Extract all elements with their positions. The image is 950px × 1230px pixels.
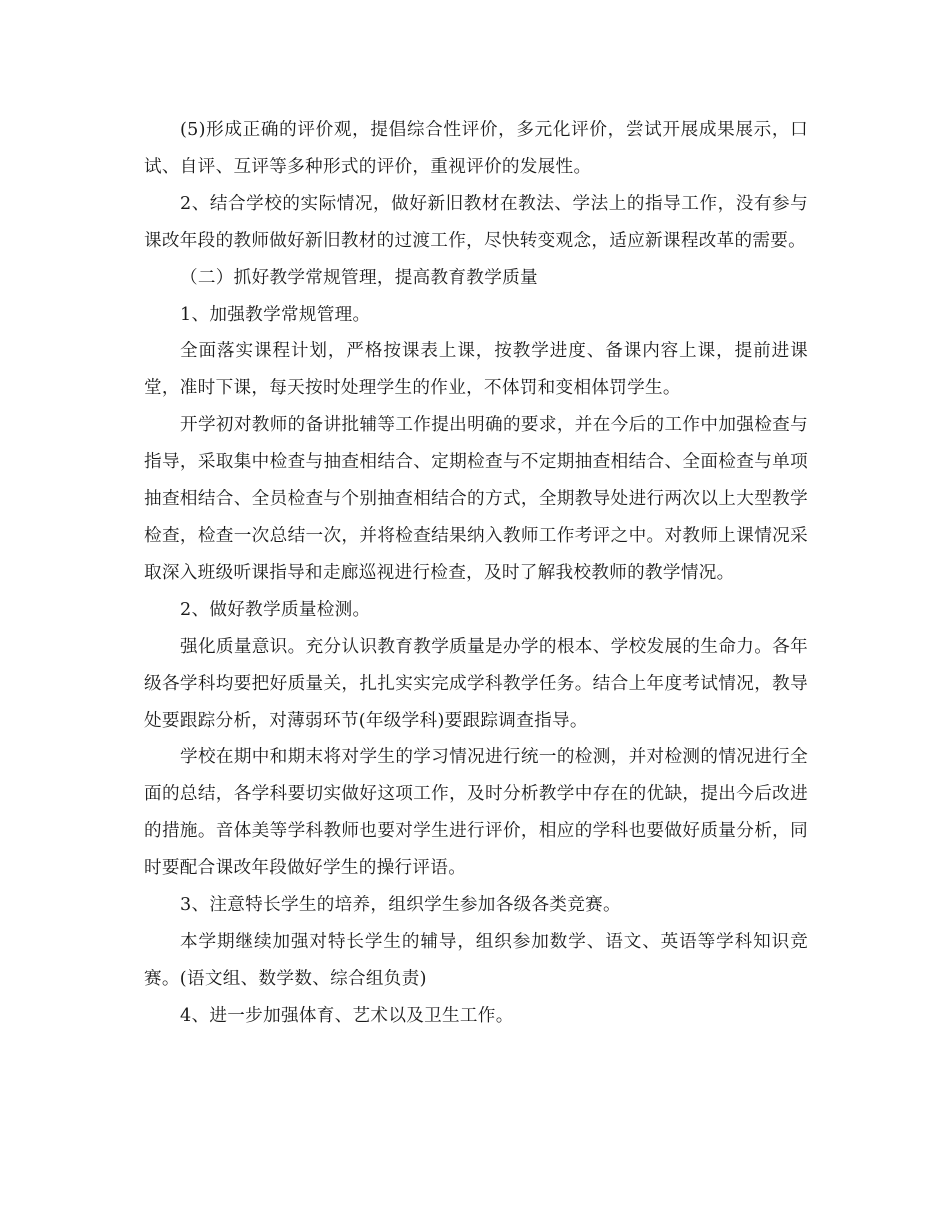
paragraph-evaluation-view: (5)形成正确的评价观，提倡综合性评价，多元化评价，尝试开展成果展示，口试、自评、互评等多种形式的评价，重视评价的发展性。 <box>144 120 808 177</box>
item-heading-talented-students: 3、注意特长学生的培养，组织学生参加各级各类竞赛。 <box>180 895 621 916</box>
paragraph-course-plan: 全面落实课程计划，严格按课表上课，按教学进度、备课内容上课，提前进课堂，准时下课，每天按时处理学生的作业，不体罚和变相体罚学生。 <box>144 341 808 399</box>
paragraph-midterm-final-testing: 学校在期中和期末将对学生的学习情况进行统一的检测，并对检测的情况进行全面的总结，各学科要切实做好这项工作，及时分析教学中存在的优缺，提出今后改进的措施。音体美等学科教师也要对学生进行评价，相应的学科也要做好质量分析，同时要配合课改年段做好学生的操行评语。 <box>144 747 808 879</box>
document-page <box>144 112 808 1035</box>
paragraph-inspection: 开学初对教师的备讲批辅等工作提出明确的要求，并在今后的工作中加强检查与指导，采取集中检查与抽查相结合、定期检查与不定期抽查相结合、全面检查与单项抽查相结合、全员检查与个别抽查相结合的方式，全期教导处进行两次以上大型教学检查，检查一次总结一次，并将检查结果纳入教师工作考评之中。对教师上课情况采取深入班级听课指导和走廊巡视进行检查，及时了解我校教师的教学情况。 <box>144 415 808 583</box>
item-heading-quality-testing: 2、做好教学质量检测。 <box>180 599 371 620</box>
item-heading-sports-arts-hygiene: 4、进一步加强体育、艺术以及卫生工作。 <box>180 1005 514 1026</box>
section-heading-routine-management: （二）抓好教学常规管理，提高教育教学质量 <box>180 267 538 288</box>
paragraph-competitions: 本学期继续加强对特长学生的辅导，组织参加数学、语文、英语等学科知识竞赛。(语文组、数学数、综合组负责) <box>144 931 808 989</box>
item-heading-strengthen-routine: 1、加强教学常规管理。 <box>180 304 371 325</box>
paragraph-quality-awareness: 强化质量意识。充分认识教育教学质量是办学的根本、学校发展的生命力。各年级各学科均要把好质量关，扎扎实实完成学科教学任务。结合上年度考试情况，教导处要跟踪分析，对薄弱环节(年级学科)要跟踪调查指导。 <box>144 636 808 731</box>
paragraph-textbook-guidance: 2、结合学校的实际情况，做好新旧教材在教法、学法上的指导工作，没有参与课改年段的教师做好新旧教材的过渡工作，尽快转变观念，适应新课程改革的需要。 <box>144 193 808 251</box>
